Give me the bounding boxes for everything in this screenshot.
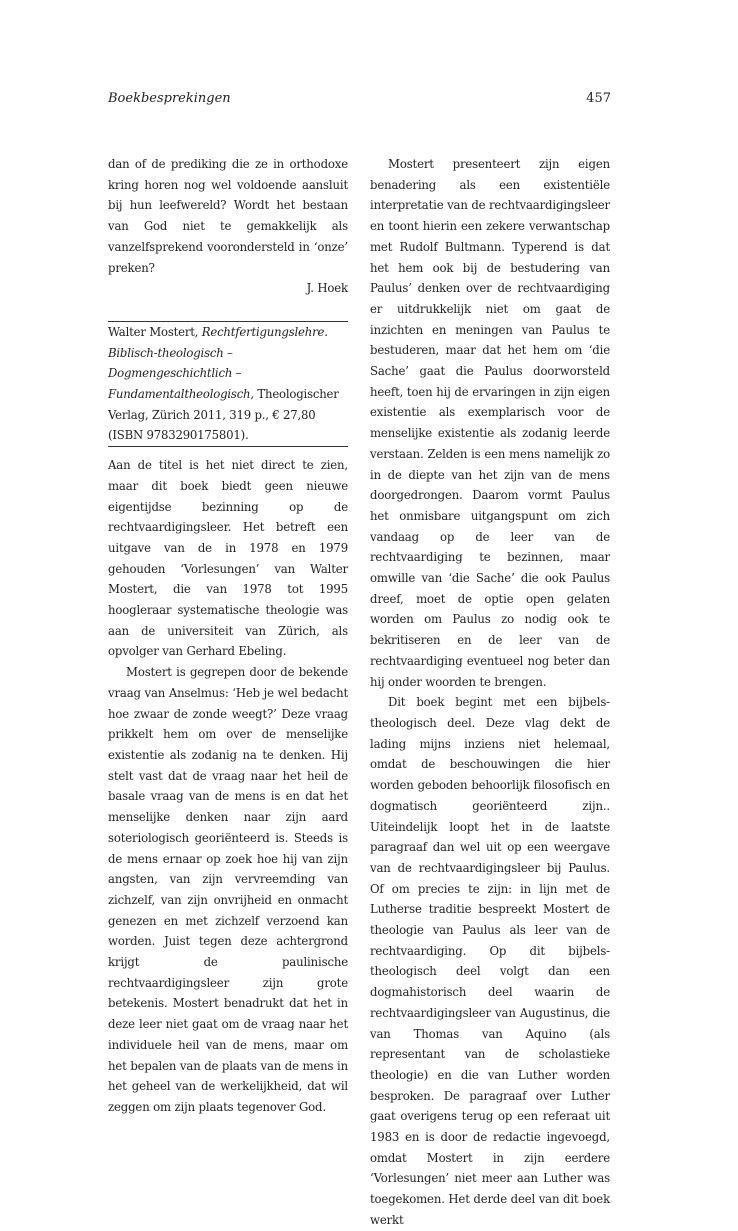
divider-bottom bbox=[108, 446, 348, 447]
body-paragraph: Mostert presenteert zijn eigen benadering als een existentiële interpretatie van de rechtvaardigingsleer en toont hierin een zekere verwantschap met Rudolf Bultmann. Typerend is dat het hem ook bij de bestudering van Paulus’ denken over de rechtvaardiging er uitdrukkelijk niet om gaat de inzichten en meningen van Paulus te bestuderen, maar dat het hem om ‘die Sache’ gaat die Paulus doorworsteld heeft, toen hij de ervaringen in zijn eigen existentie als exemplarisch voor de menselijke existentie als zodanig leerde verstaan. Zelden is een mens namelijk zo in de diepte van het zijn van de mens doorgedrongen. Daarom vormt Paulus het onmisbare uitgangspunt om zich vandaag op de leer van de rechtvaardiging te bezinnen, maar omwille van ‘die Sache’ die ook Paulus dreef, moet de optie open gelaten worden om Paulus zo nodig ook te bekritiseren en de leer van de rechtvaardiging eventueel nog beter dan hij onder woorden te brengen. bbox=[370, 157, 610, 689]
body-paragraph: Dit boek begint met een bijbels-theologisch deel. Deze vlag dekt de lading mijns inziens niet helemaal, omdat de beschouwingen die hier worden geboden behoorlijk filosofisch en dogmatisch georiënteerd zijn.. Uiteindelijk loopt het in de laatste paragraaf dan wel uit op een weergave van de rechtvaardigingsleer bij Paulus. Of om precies te zijn: in lijn met de Lutherse traditie bespreekt Mostert de theologie van Paulus als leer van de rechtvaardiging. Op dit bijbels-theologisch deel volgt dan een dogmahistorisch deel waarin de rechtvaardigingsleer van Augustinus, die van Thomas van Aquino (als representant van de scholastieke theologie) en die van Luther worden besproken. De paragraaf over Luther gaat overigens terug op een referaat uit 1983 en is door de redactie ingevoegd, omdat Mostert in zijn eerdere ‘Vorlesungen’ niet meer aan Luther was toegekomen. Het derde deel van dit boek werkt bbox=[370, 695, 610, 1227]
carryover-paragraph: dan of de prediking die ze in orthodoxe kring horen nog wel voldoende aansluit bij hun leefwereld? Wordt het bestaan van God niet te gemakkelijk als vanzelfsprekend voorondersteld in ‘onze’ preken? bbox=[108, 157, 348, 275]
book-review-header bbox=[108, 322, 348, 446]
book-author: Walter Mostert, bbox=[108, 324, 202, 339]
body-paragraph: Mostert is gegrepen door de bekende vraag van Anselmus: ‘Heb je wel bedacht hoe zwaar de zonde weegt?’ Deze vraag prikkelt hem om over de menselijke existentie als zodanig na te denken. Hij stelt vast dat de vraag naar het heil de basale vraag van de mens is en dat het menselijke denken naar zijn aard soteriologisch georiënteerd is. Steeds is de mens ernaar op zoek hoe hij van zijn angsten, van zijn vervreemding van zichzelf, van zijn onvrijheid en onmacht genezen en met zichzelf verzoend kan worden. Juist tegen deze achtergrond krijgt de paulinische rechtvaardigingsleer zijn grote betekenis. Mostert benadrukt dat het in deze leer niet gaat om de vraag naar het individuele heil van de mens, maar om het bepalen van de plaats van de mens in het geheel van de werkelijkheid, dat wil zeggen om zijn plaats tegenover God. bbox=[108, 665, 348, 1114]
running-header bbox=[108, 91, 611, 111]
book-isbn: (ISBN 9783290175801). bbox=[108, 428, 249, 443]
body-paragraph: Aan de titel is het niet direct te zien, maar dit boek biedt geen nieuwe eigentijdse bezinning op de rechtvaardigingsleer. Het betreft een uitgave van de in 1978 en 1979 gehouden ‘Vorlesungen’ van Walter Mostert, die van 1978 tot 1995 hoogleraar systematische theologie was aan de universiteit van Zürich, als opvolger van Gerhard Ebeling. bbox=[108, 458, 348, 659]
right-column bbox=[370, 154, 610, 1231]
left-column bbox=[108, 154, 348, 1118]
book-title: Rechtfertigungslehre. Biblisch-theologisch – Dogmengeschichtlich – Fundamentaltheologisch bbox=[108, 324, 328, 402]
book-publisher: , Theologischer Verlag, Zürich 2011, 319 p., € 27,80 bbox=[108, 387, 339, 422]
reviewer-signature: J. Hoek bbox=[306, 281, 348, 296]
page-number: 457 bbox=[586, 91, 611, 106]
section-title: Boekbesprekingen bbox=[108, 91, 231, 106]
